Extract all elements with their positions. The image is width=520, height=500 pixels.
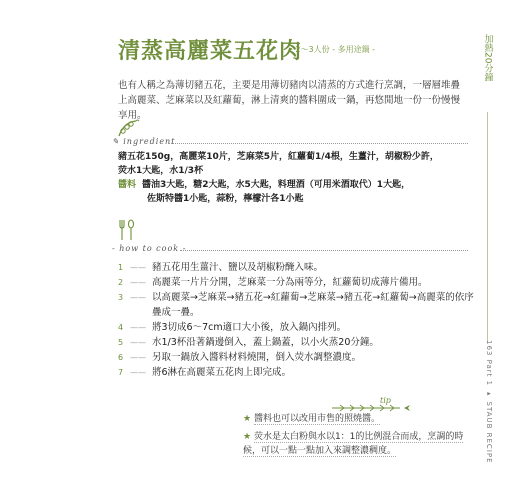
sauce-tag: 醬料 xyxy=(118,180,137,190)
step-dash: —— xyxy=(130,368,146,377)
tip-heading: tip xyxy=(380,396,391,405)
ingredient-divider xyxy=(168,143,468,144)
step-dash: —— xyxy=(130,263,146,272)
step-text: 將6淋在高麗菜五花肉上即完成。 xyxy=(152,367,292,378)
ingredient-list xyxy=(118,150,468,206)
cook-time-label xyxy=(480,34,494,85)
step-dash: —— xyxy=(130,353,146,362)
ingredient-heading: ✎ ingredient xyxy=(112,137,176,146)
step-text: 高麗菜一片片分開，芝麻菜一分為兩等分，紅蘿蔔切成薄片備用。 xyxy=(152,277,428,288)
howto-heading: - how to cook - xyxy=(112,244,187,253)
page-number-side: 163 Part 1 ▸ STAUB RECIPE xyxy=(485,340,493,464)
step-text: 豬五花用生薑汁、鹽以及胡椒粉醃入味。 xyxy=(152,262,324,273)
tip-text-1: 醬料也可以改用市售的照燒醬。 xyxy=(253,414,380,424)
cook-time-text: 加熱20分鐘 xyxy=(482,34,493,82)
tip-text-2: 荧水是太白粉與水以1：1的比例混合而成，烹調的時候，可以一點一點加入來調整濃稠度。 xyxy=(243,432,464,456)
step-number: 7 xyxy=(118,368,124,377)
step-dash: —— xyxy=(130,293,146,302)
step-item xyxy=(118,350,478,365)
star-icon: ★ xyxy=(243,432,254,442)
tip-item xyxy=(243,412,468,426)
ingredient-heading-text: ingredient xyxy=(123,137,176,146)
intro-paragraph: 也有人稱之為薄切豬五花，主要是用薄切豬肉以清蒸的方式進行烹調，一層層堆疊上高麗菜、芝麻菜以及紅蘿蔔，淋上清爽的醬料圍成一鍋，再悠閒地一份一份慢慢享用。 xyxy=(118,80,461,121)
step-number: 2 xyxy=(118,278,124,287)
tip-box xyxy=(243,412,468,462)
step-number: 4 xyxy=(118,323,124,332)
step-number: 5 xyxy=(118,338,124,347)
tip-item xyxy=(243,430,468,458)
page-title: 清蒸高麗菜五花肉 xyxy=(118,39,303,64)
step-dash: —— xyxy=(130,278,146,287)
step-text: 另取一鍋放入醬料材料燒開，倒入荧水調整濃度。 xyxy=(152,352,362,363)
step-item xyxy=(118,335,478,350)
side-divider xyxy=(487,112,488,342)
step-dash: —— xyxy=(130,323,146,332)
utensils-icon xyxy=(118,218,140,242)
step-text: 將3切成6〜7cm適口大小後，放入鍋內排列。 xyxy=(152,322,347,333)
servings-note: - 2〜3人份 - 多用途鍋 - xyxy=(290,45,376,54)
sauce-line-1: 醬油3大匙，糖2大匙，水5大匙，料理酒（可用米酒取代）1大匙， xyxy=(142,180,411,190)
step-dash: —— xyxy=(130,338,146,347)
star-icon: ★ xyxy=(243,414,254,424)
step-item xyxy=(118,275,478,290)
ingredient-main-2: 荧水1大匙，水1/3杯 xyxy=(118,166,204,176)
howto-heading-text: how to cook xyxy=(119,244,180,253)
howto-divider xyxy=(180,250,468,251)
sauce-line-2: 佐斯特醬1小匙，蒜粉，檸檬汁各1小匙 xyxy=(147,194,304,204)
step-item xyxy=(118,260,478,275)
step-number: 1 xyxy=(118,263,124,272)
step-text: 以高麗菜→芝麻菜→豬五花→紅蘿蔔→芝麻菜→豬五花→紅蘿蔔→高麗菜的依序疊成一疊。 xyxy=(152,292,474,318)
step-item xyxy=(118,290,478,320)
step-number: 3 xyxy=(118,293,124,302)
step-item xyxy=(118,320,478,335)
ingredient-main-1: 豬五花150g，高麗菜10片，芝麻菜5片，紅蘿蔔1/4根，生薑汁，胡椒粉少許， xyxy=(118,152,439,162)
step-list xyxy=(118,260,478,380)
step-number: 6 xyxy=(118,353,124,362)
step-text: 水1/3杯沿著鍋邊倒入，蓋上鍋蓋，以小火蒸20分鐘。 xyxy=(152,337,379,348)
step-item xyxy=(118,365,478,380)
tip-arrow-decoration xyxy=(330,404,420,412)
